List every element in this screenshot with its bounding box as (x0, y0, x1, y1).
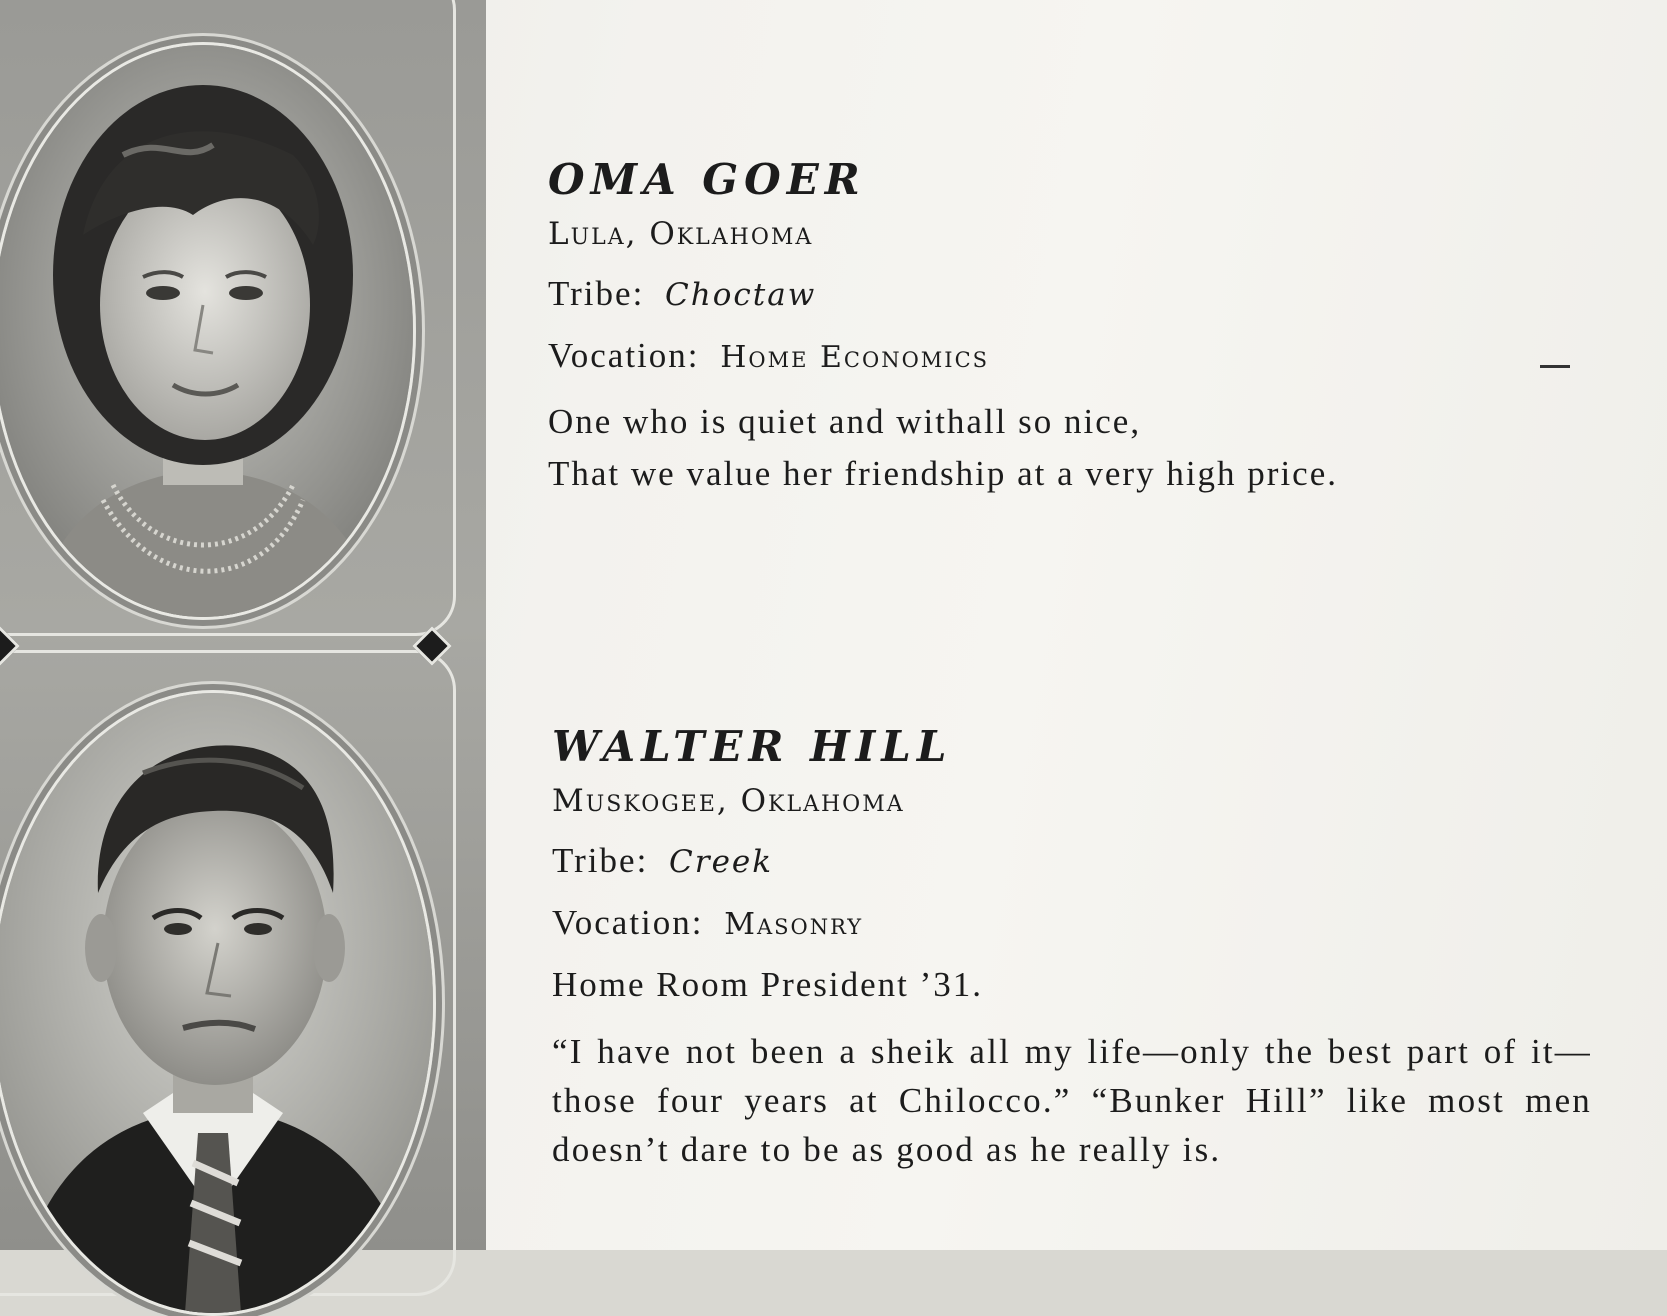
vocation-label: Vocation: (548, 336, 700, 375)
verse-line: One who is quiet and withall so nice, (548, 402, 1142, 441)
honor-line: Home Room President ’31. (552, 965, 984, 1004)
vocation-value: Home Economics (720, 340, 990, 375)
diamond-ornament-icon (412, 626, 452, 666)
portrait-photo-woman (0, 42, 416, 620)
hometown: Lula, Oklahoma (548, 216, 814, 252)
verse (548, 396, 1338, 500)
tribe-line (548, 274, 1338, 314)
tribe-label: Tribe: (552, 841, 649, 880)
hometown: Muskogee, Oklahoma (552, 783, 905, 819)
tribe-label: Tribe: (548, 274, 645, 313)
diamond-ornament-icon (0, 626, 20, 666)
tribe-value: Choctaw (665, 277, 817, 313)
vocation-value: Masonry (724, 907, 864, 942)
entry-oma-goer (548, 155, 1338, 500)
vocation-label: Vocation: (552, 903, 704, 942)
vocation-line (548, 336, 1338, 376)
entry-walter-hill (552, 722, 1592, 1174)
student-name: WALTER HILL (552, 722, 953, 771)
portrait-border-strip (0, 0, 486, 1250)
student-name: OMA GOER (548, 155, 866, 204)
vocation-line (552, 903, 1592, 943)
quote: “I have not been a sheik all my life—only the best part of it—those four years at Chilocco.” “Bunker Hill” like most men doesn’t dare to be as good as he really is. (552, 1032, 1592, 1169)
man-photo-icon (0, 693, 433, 1313)
tribe-value: Creek (669, 844, 774, 880)
dash-mark (1540, 365, 1570, 368)
tribe-line (552, 841, 1592, 881)
portrait-photo-man (0, 690, 436, 1316)
woman-photo-icon (0, 45, 413, 617)
verse-line: That we value her friendship at a very high price. (548, 454, 1339, 493)
